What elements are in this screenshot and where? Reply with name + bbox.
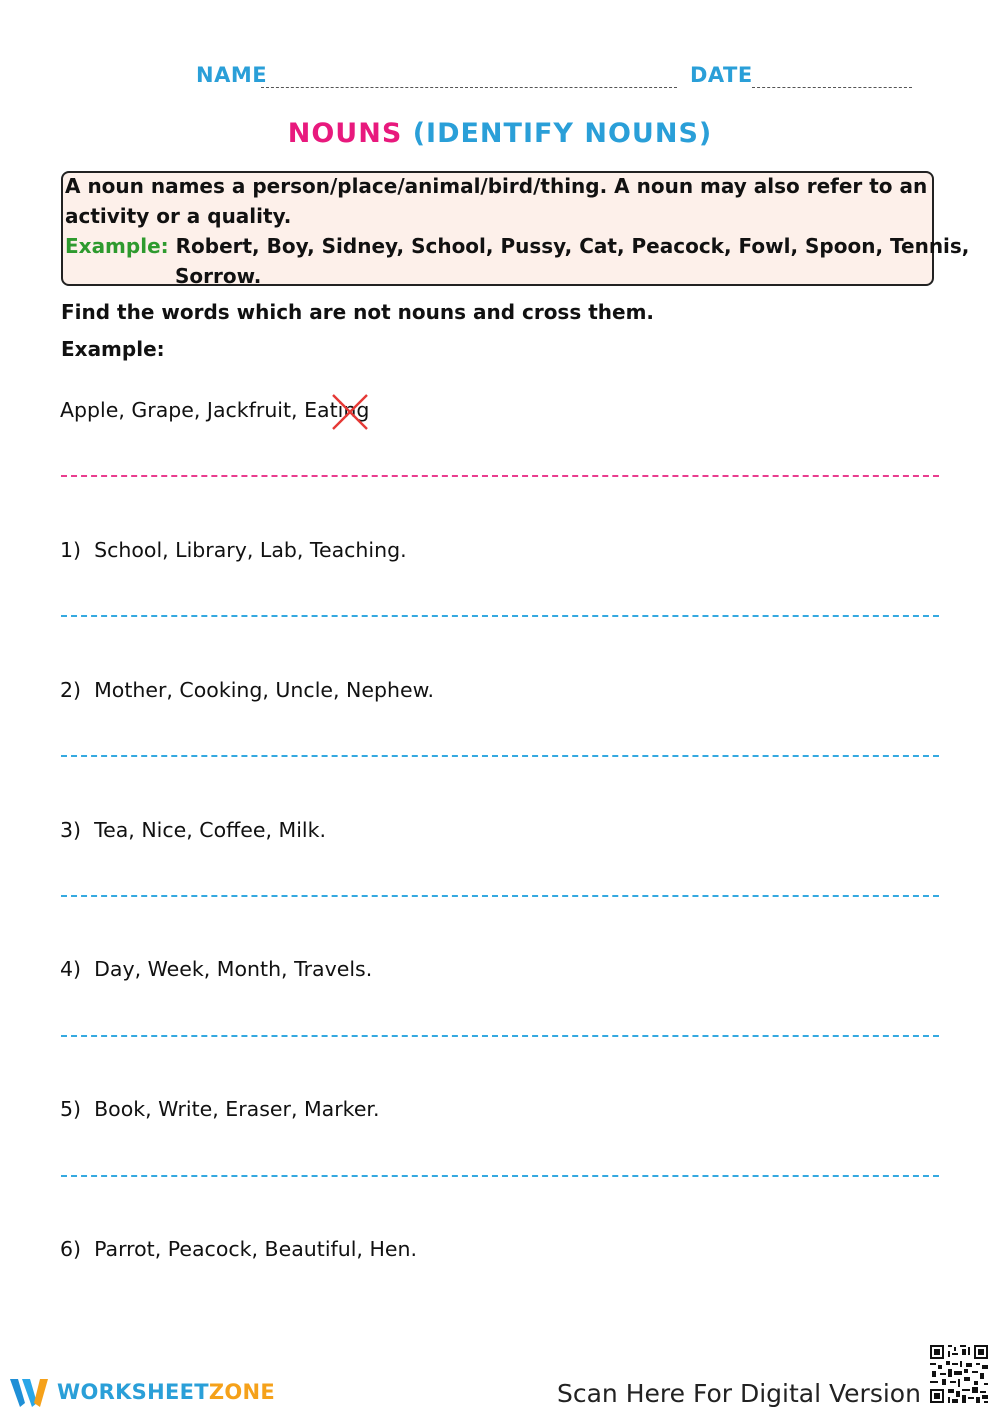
question-number: 6) — [60, 1237, 82, 1261]
answer-line-3 — [61, 895, 939, 897]
question-number: 1) — [60, 538, 82, 562]
definition-example-continued: Sorrow. — [175, 264, 262, 288]
title-sub: (IDENTIFY NOUNS) — [412, 118, 713, 149]
brand-name[interactable] — [57, 1380, 275, 1404]
brand-part-1: WORKSHEET — [57, 1380, 209, 1404]
date-blank[interactable] — [752, 87, 912, 88]
example-line — [60, 398, 369, 422]
question-number: 5) — [60, 1097, 82, 1121]
answer-line-2 — [61, 755, 939, 757]
definition-line-2: activity or a quality. — [65, 204, 292, 228]
answer-line-5 — [61, 1175, 939, 1177]
definition-line-1: A noun names a person/place/animal/bird/thing. A noun may also refer to an — [65, 174, 928, 198]
question-6[interactable] — [60, 1237, 417, 1261]
definition-example-words: Robert, Boy, Sidney, School, Pussy, Cat, Peacock, Fowl, Spoon, Tennis, — [175, 234, 970, 258]
definition-example-label: Example: — [65, 234, 169, 258]
page-title — [0, 118, 1000, 149]
worksheetzone-w-logo-icon — [10, 1377, 52, 1409]
question-words: School, Library, Lab, Teaching. — [94, 538, 407, 562]
question-4[interactable] — [60, 957, 372, 981]
brand-part-2: ZONE — [208, 1380, 276, 1404]
question-words: Day, Week, Month, Travels. — [94, 957, 373, 981]
answer-line-1 — [61, 615, 939, 617]
title-main: NOUNS — [287, 118, 403, 149]
example-crossed-word: Eating — [304, 398, 370, 422]
definition-example-line — [65, 231, 969, 261]
question-3[interactable] — [60, 818, 326, 842]
question-words: Parrot, Peacock, Beautiful, Hen. — [94, 1237, 417, 1261]
question-number: 3) — [60, 818, 82, 842]
name-label: NAME — [196, 63, 268, 87]
example-words: Apple, Grape, Jackfruit, — [60, 398, 305, 422]
question-2[interactable] — [60, 678, 434, 702]
question-number: 2) — [60, 678, 82, 702]
date-label: DATE — [690, 63, 753, 87]
cross-mark-icon — [330, 392, 370, 432]
instruction-text: Find the words which are not nouns and cross them. — [61, 300, 655, 324]
answer-line-4 — [61, 1035, 939, 1037]
question-words: Mother, Cooking, Uncle, Nephew. — [94, 678, 435, 702]
example-separator — [61, 475, 939, 477]
qr-code-icon[interactable] — [928, 1343, 990, 1405]
question-words: Book, Write, Eraser, Marker. — [94, 1097, 380, 1121]
question-number: 4) — [60, 957, 82, 981]
question-words: Tea, Nice, Coffee, Milk. — [94, 818, 326, 842]
example-heading: Example: — [61, 337, 165, 361]
question-5[interactable] — [60, 1097, 380, 1121]
scan-text: Scan Here For Digital Version — [557, 1379, 921, 1408]
question-1[interactable] — [60, 538, 407, 562]
name-blank[interactable] — [261, 87, 677, 88]
